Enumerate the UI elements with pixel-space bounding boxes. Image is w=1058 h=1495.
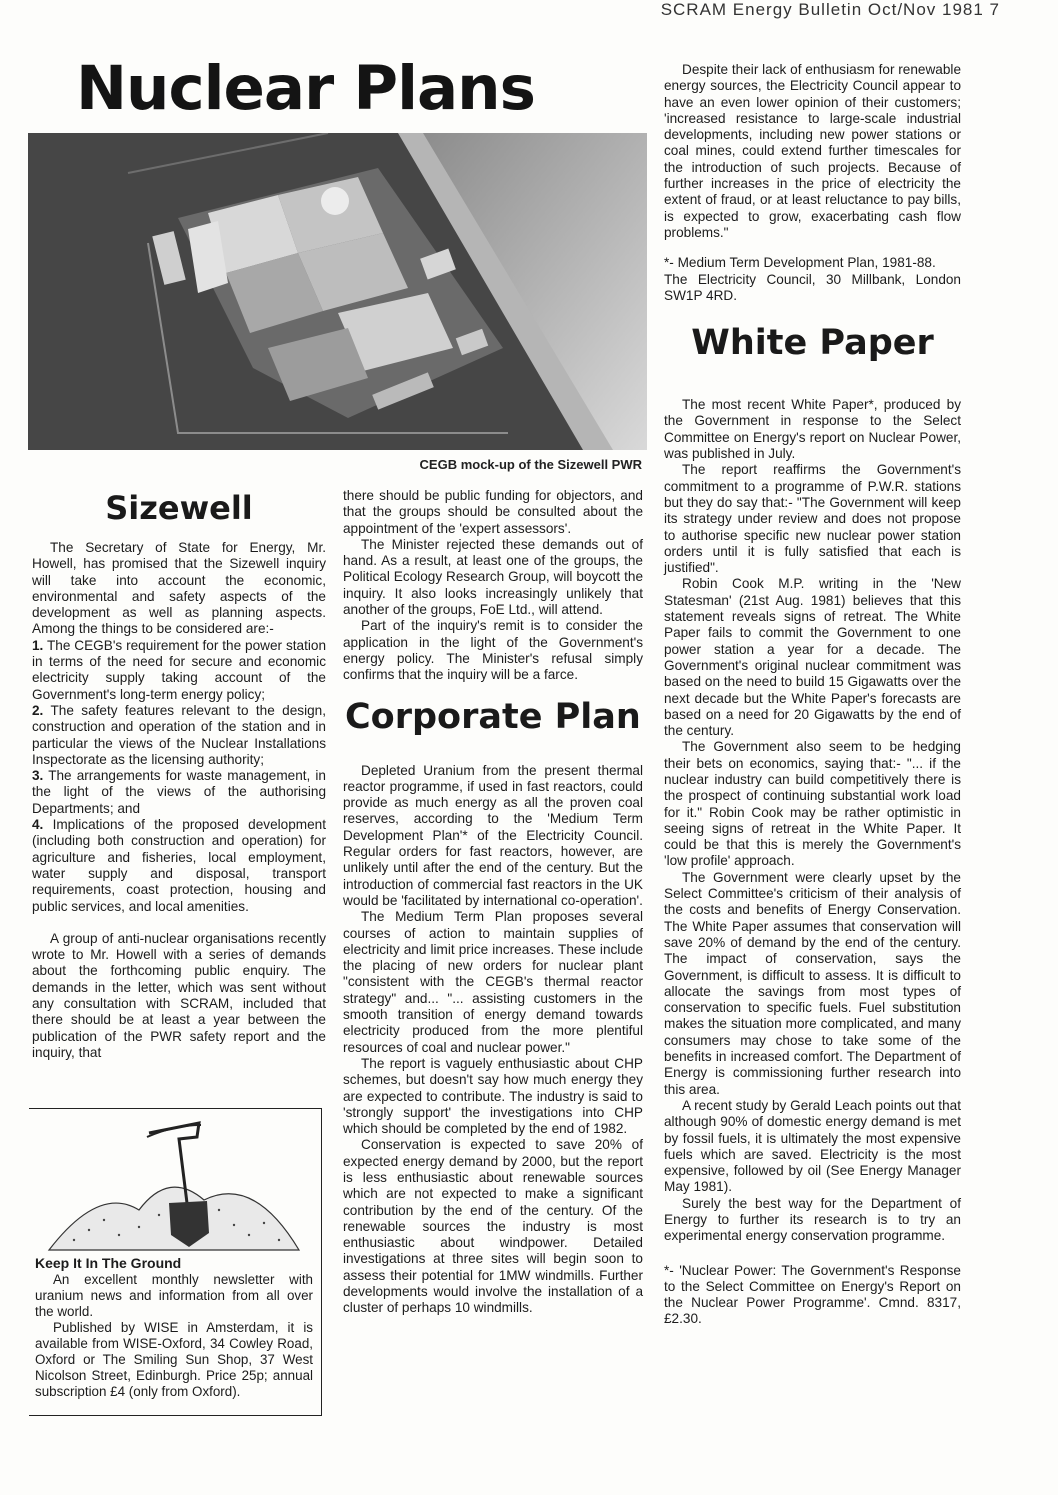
box-title: Keep It In The Ground — [35, 1255, 182, 1271]
sizewell-intro: The Secretary of State for Energy, Mr. Howell, has promised that the Sizewell inquiry will take into account the economic, environmental and safety aspects of the development as well as planning aspects. Among the things to be considered are:- — [32, 540, 326, 637]
white-paper-paragraph-6: A recent study by Gerald Leach points out that although 90% of domestic energy demand is met by fossil fuels, it is ultimately the most expensive fuels which are saved. Electricity is the most expensive, followed by oil (See Energy Manager May 1981). — [664, 1097, 961, 1195]
sizewell-model-illustration — [28, 133, 647, 450]
white-paper-footnote-text: *- 'Nuclear Power: The Government's Response to the Select Committee on Energy's Report on the Nuclear Power Programme'. Cmnd. 8317, £2.30. — [664, 1262, 961, 1327]
sizewell-item-1 — [32, 638, 326, 703]
sizewell-continued-paragraph: there should be public funding for objectors, and that the groups should be consulted about the appointment of the 'expert assessors'. — [343, 488, 643, 536]
column-sizewell — [32, 488, 326, 1061]
item-number: 1. — [32, 637, 44, 653]
item-text: The arrangements for waste management, in the light of the views of the authorising Departments; and — [32, 768, 326, 816]
white-paper-heading: White Paper — [691, 323, 934, 364]
item-text: The CEGB's requirement for the power station in terms of the need for secure and economic electricity supply taking account of the Government's long-term energy policy; — [32, 637, 327, 702]
item-text: Implications of the proposed development (including both construction and operation) for agriculture and fisheries, local employment, water supply and disposal, transport requirements, coast protection, housing and public services, and local amenities. — [32, 817, 327, 914]
corporate-paragraph-3: The report is vaguely enthusiastic about CHP schemes, but doesn't say how much energy they are expected to contribute. The industry is said to 'strongly support' the investigations into CHP which should be completed by the end of 1982. — [343, 1055, 643, 1137]
footnote-line-1: *- Medium Term Development Plan, 1981-88. — [664, 255, 936, 271]
corporate-plan-heading: Corporate Plan — [345, 696, 641, 737]
page-title: Nuclear Plans — [76, 53, 535, 124]
corporate-paragraph-2: The Medium Term Plan proposes several courses of action to maintain supplies of electricity and limit price increases. These include the placing of new orders for nuclear plant "consistent with the CEGB's thermal reactor strategy" and... "... assisting customers in the smooth transition of energy demand towards electricity produced from the more plentiful resources of coal and nuclear power." — [343, 909, 643, 1055]
item-text: The safety features relevant to the design, construction and operation of the station and in particular the views of the Nuclear Installations Inspectorate as the licensing authority; — [32, 702, 327, 767]
column-middle — [343, 488, 643, 1317]
white-paper-paragraph-2: The report reaffirms the Government's commitment to a programme of P.W.R. stations but they do say that:- "The Government will keep its strategy under review and does not propose to authorise specific new nuclear power station orders until it is fully satisfied that each is justified". — [664, 462, 961, 576]
sizewell-remit-paragraph: Part of the inquiry's remit is to consider the application in the light of the Government's energy policy. The Minister's refusal simply confirms that the inquiry will be a farce. — [343, 618, 643, 683]
running-header: SCRAM Energy Bulletin Oct/Nov 1981 7 — [660, 0, 1000, 19]
box-paragraph-2: Published by WISE in Amsterdam, it is available from WISE-Oxford, 34 Cowley Road, Oxford or The Smiling Sun Shop, 37 West Nicolson Street, Edinburgh. Price 25p; annual subscription £4 (only from Oxford). — [35, 1320, 313, 1399]
item-number: 3. — [32, 768, 44, 784]
sizewell-group-paragraph: A group of anti-nuclear organisations recently wrote to Mr. Howell with a series of demands about the forthcoming public enquiry. The demands in the letter, which was sent without any consultation with SCRAM, included that there should be at least a year between the publication of the PWR safety report and the inquiry, that — [32, 930, 326, 1060]
white-paper-paragraph-3: Robin Cook M.P. writing in the 'New Statesman' (21st Aug. 1981) believes that this statement reveals signs of retreat. The White Paper fails to commit the Government to one power station a year for a decade. The Government's original nuclear commitment was based on the need to build 15 Gigawatts over the next decade but the White Paper's forecasts are based on a need for 20 Gigawatts by the end of the century. — [664, 576, 961, 739]
corporate-footnote — [664, 255, 961, 304]
sizewell-model-photo — [28, 133, 647, 450]
box-text — [35, 1272, 313, 1400]
white-paper-footnote — [664, 1263, 961, 1328]
photo-caption: CEGB mock-up of the Sizewell PWR — [419, 457, 642, 472]
item-number: 4. — [32, 817, 44, 833]
sizewell-item-4 — [32, 817, 326, 915]
corporate-paragraph-1: Depleted Uranium from the present thermal reactor programme, if used in fast reactors, could provide as much energy as all the proven coal reserves, according to the 'Medium Term Development Plan'* of the Electricity Council. Regular orders for fast reactors, however, are unlikely until after the end of the century. But the introduction of commercial fast reactors in the UK would be 'facilitated by international co-operation'. — [343, 762, 643, 908]
item-number: 2. — [32, 702, 44, 718]
box-paragraph-1: An excellent monthly newsletter with uranium news and information from all over the world. — [35, 1272, 313, 1319]
corporate-paragraph-4: Conservation is expected to save 20% of expected energy demand by 2000, but the report is less enthusiastic about renewable sources which are not expected to make a significant contribution by the end of the century. Of the renewable sources the industry is most enthusiastic about windpower. Detailed investigations at three sites will begin soon to assess their potential for 1MW windmills. Further developments would involve the installation of a cluster of perhaps 10 windmills. — [343, 1137, 643, 1316]
shovel-in-ground-icon — [29, 1115, 321, 1255]
white-paper-paragraph-7: Surely the best way for the Department of Energy to further its research is to try an experimental energy conservation programme. — [664, 1195, 961, 1244]
sizewell-item-3 — [32, 768, 326, 817]
white-paper-paragraph-1: The most recent White Paper*, produced by the Government in response to the Select Committee on Energy's report on Nuclear Power, was published in July. — [664, 397, 961, 462]
corporate-paragraph-5: Despite their lack of enthusiasm for renewable energy sources, the Electricity Council appear to have an even lower opinion of their customers; 'increased resistance to large-scale industrial developments, including new power stations or coal mines, could extend further timescales for the introduction of such projects. Because of further increases in the price of electricity the extent of fraud, or at least reluctance to pay bills, is expected to grow, exacerbating cash flow problems." — [664, 62, 961, 240]
sizewell-heading: Sizewell — [105, 489, 253, 527]
column-right — [664, 62, 961, 1328]
keep-it-in-the-ground-box — [29, 1108, 322, 1416]
sizewell-minister-paragraph: The Minister rejected these demands out of hand. As a result, at least one of the groups, the Political Ecology Research Group, will boycott the inquiry. It also looks increasingly unlikely that another of the groups, FoE Ltd., will attend. — [343, 536, 643, 618]
white-paper-paragraph-5: The Government were clearly upset by the Select Committee's criticism of their analysis of the costs and benefits of Energy Conservation. The White Paper assumes that conservation will save 20% of demand by the end of the century. The impact of conservation, says the Government, is difficult to assess. It is difficult to allocate the savings from most types of conservation to specific fuels. Fuel substitution makes the situation more complicated, and many consumers may chose to take some of the benefits in increased comfort. The Department of Energy is commissioning further research into this area. — [664, 869, 961, 1097]
footnote-line-2: The Electricity Council, 30 Millbank, London SW1P 4RD. — [664, 271, 961, 303]
white-paper-paragraph-4: The Government also seem to be hedging their bets on economics, saying that:- "... if the nuclear industry can build competitively there is the prospect of continuing substantial work load for it." Robin Cook may be rather optimistic in seeing signs of retreat in the White Paper. It could be that this is merely the Government's 'low profile' approach. — [664, 739, 961, 869]
sizewell-item-2 — [32, 703, 326, 768]
